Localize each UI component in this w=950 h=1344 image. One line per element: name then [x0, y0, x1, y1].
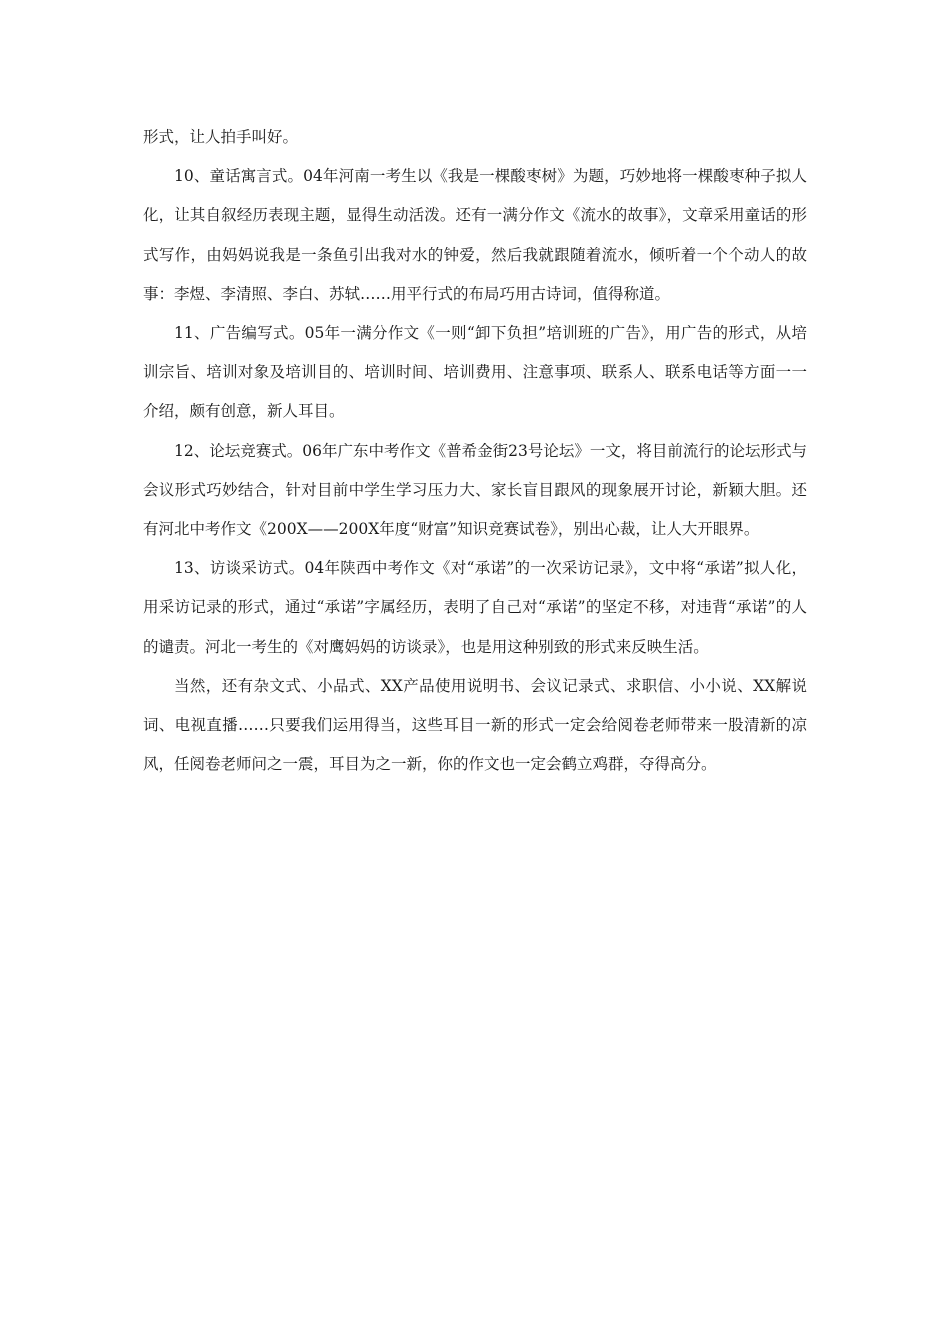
document-body — [143, 118, 807, 784]
paragraph-forum-contest-style: 12、论坛竞赛式。06年广东中考作文《普希金街23号论坛》一文，将目前流行的论坛形式与会议形式巧妙结合，针对目前中学生学习压力大、家长盲目跟风的现象展开讨论，新颖大胆。还有河北中考作文《200X——200X年度“财富”知识竞赛试卷》，别出心裁，让人大开眼界。 — [143, 441, 807, 539]
paragraph-continuation: 形式，让人拍手叫好。 — [143, 128, 299, 146]
paragraph-conclusion: 当然，还有杂文式、小品式、XX产品使用说明书、会议记录式、求职信、小小说、XX解说词、电视直播……只要我们运用得当，这些耳目一新的形式一定会给阅卷老师带来一股清新的凉风，任阅卷老师问之一震，耳目为之一新，你的作文也一定会鹤立鸡群，夺得高分。 — [143, 676, 807, 774]
paragraph-interview-style: 13、访谈采访式。04年陕西中考作文《对“承诺”的一次采访记录》，文中将“承诺”拟人化，用采访记录的形式，通过“承诺”字属经历，表明了自己对“承诺”的坚定不移，对违背“承诺”的人的谴责。河北一考生的《对鹰妈妈的访谈录》，也是用这种别致的形式来反映生活。 — [143, 559, 807, 656]
paragraph-advertisement-style: 11、广告编写式。05年一满分作文《一则“卸下负担”培训班的广告》，用广告的形式，从培训宗旨、培训对象及培训目的、培训时间、培训费用、注意事项、联系人、联系电话等方面一一介绍，颇有创意，新人耳目。 — [143, 324, 807, 421]
paragraph-fairy-tale-style: 10、童话寓言式。04年河南一考生以《我是一棵酸枣树》为题，巧妙地将一棵酸枣种子拟人化，让其自叙经历表现主题，显得生动活泼。还有一满分作文《流水的故事》，文章采用童话的形式写作，由妈妈说我是一条鱼引出我对水的钟爱，然后我就跟随着流水，倾听着一个个动人的故事：李煜、李清照、李白、苏轼……用平行式的布局巧用古诗词，值得称道。 — [143, 167, 807, 303]
